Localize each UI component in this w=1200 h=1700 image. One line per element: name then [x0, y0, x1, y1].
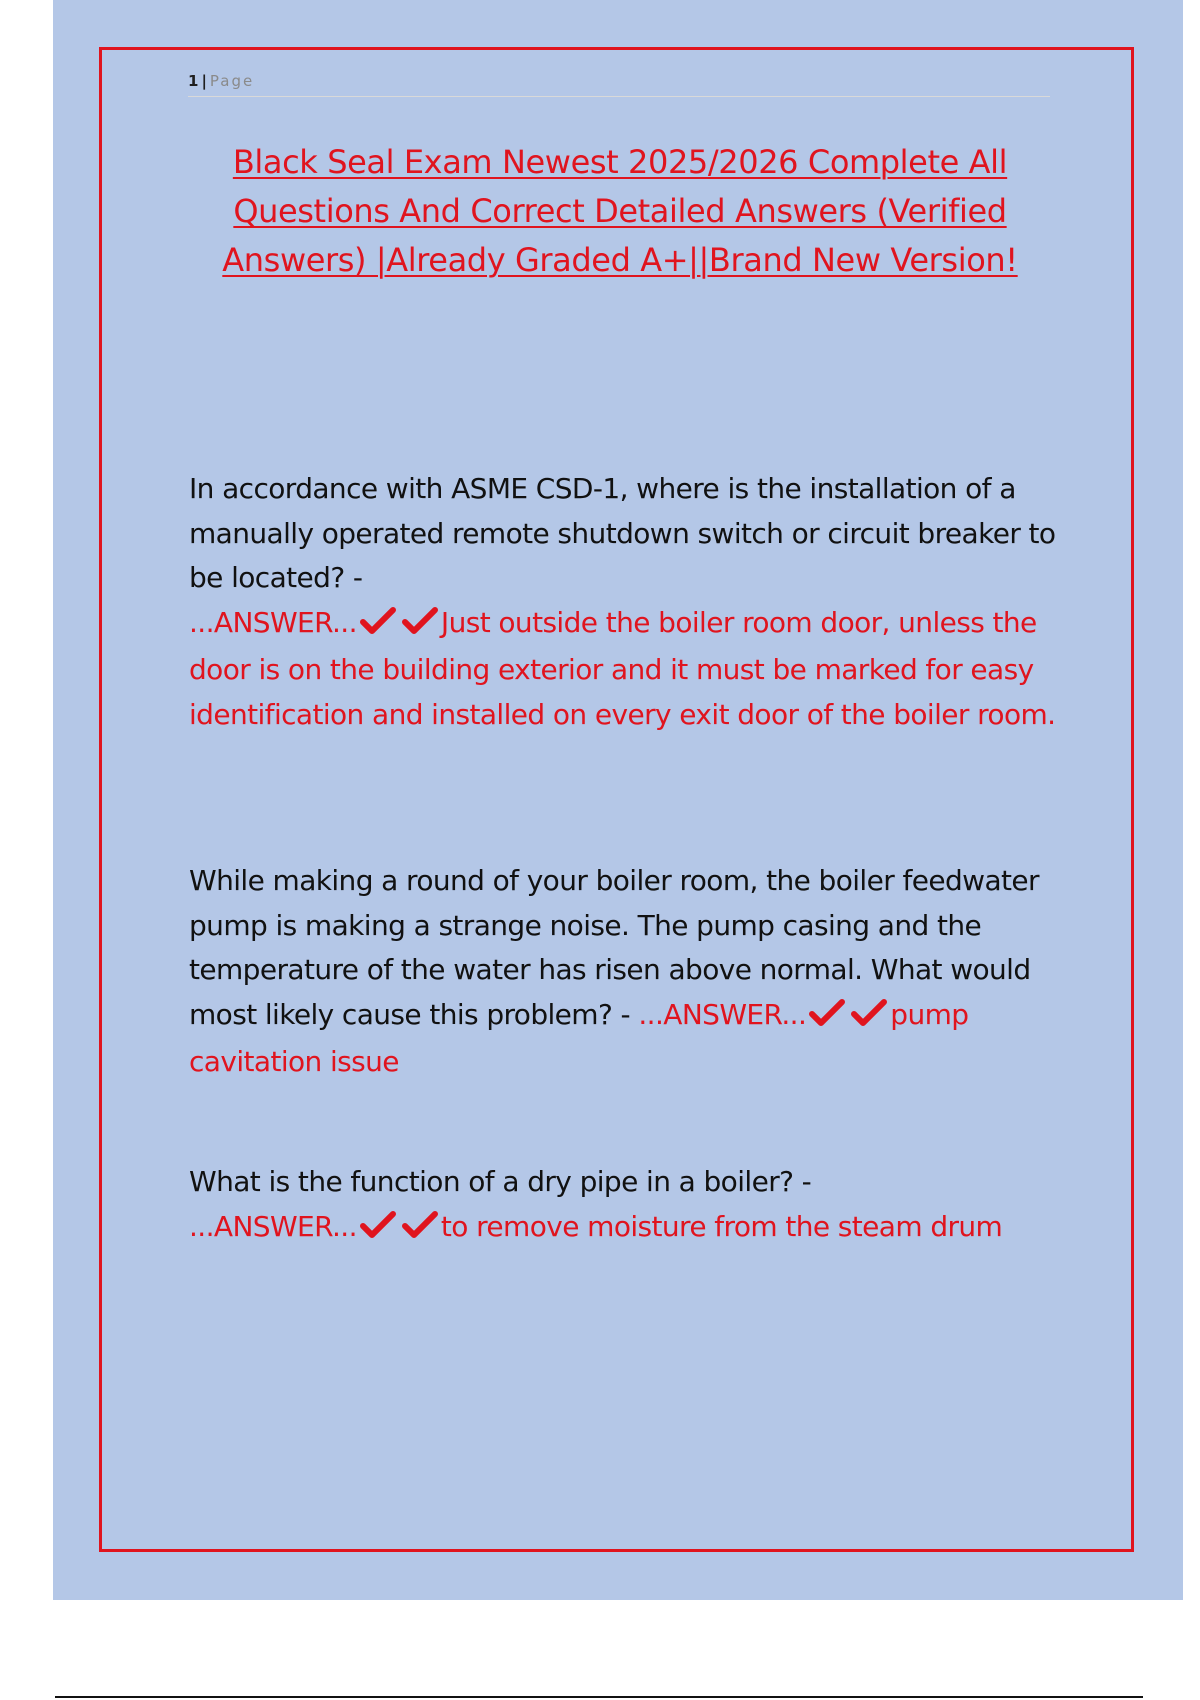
answer-text: to remove moisture from the steam drum	[440, 1209, 1003, 1243]
qa-item-3	[189, 1160, 1059, 1252]
bottom-rule	[55, 1696, 1143, 1698]
page-label: Page	[209, 72, 255, 90]
qa-item-1	[189, 467, 1059, 737]
document-title: Black Seal Exam Newest 2025/2026 Complete All Questions And Correct Detailed Answers (Verified Answers) |Already Graded A+||Brand New Version!	[222, 143, 1018, 279]
page-number: 1	[188, 72, 199, 90]
answer-marker: ...ANSWER...	[638, 997, 807, 1031]
check-mark-icon	[402, 604, 438, 649]
page-header	[188, 70, 1050, 97]
answer-text: Just outside the boiler room door, unless the door is on the building exterior and it must be marked for easy identification and installed on every exit door of the boiler room.	[189, 605, 1056, 731]
question-text: In accordance with ASME CSD-1, where is the installation of a manually operated remote shutdown switch or circuit breaker to be located? -	[189, 472, 1056, 594]
question-text: While making a round of your boiler room, the boiler feedwater pump is making a strange noise. The pump casing and the temperature of the water has risen above normal. What would most likely cause this problem? -	[189, 864, 1039, 1031]
answer-marker: ...ANSWER...	[189, 605, 357, 639]
answer-block	[189, 606, 1055, 731]
question-text: What is the function of a dry pipe in a boiler? -	[189, 1165, 812, 1198]
check-mark-icon	[360, 604, 396, 649]
answer-block	[189, 1210, 1002, 1243]
check-mark-icon	[851, 996, 887, 1041]
qa-item-2	[189, 859, 1059, 1085]
page-separator: |	[201, 72, 207, 90]
check-mark-icon	[402, 1208, 438, 1253]
check-mark-icon	[360, 1208, 396, 1253]
check-mark-icon	[809, 996, 845, 1041]
answer-text: pump cavitation issue	[189, 997, 969, 1078]
answer-marker: ...ANSWER...	[189, 1209, 357, 1243]
